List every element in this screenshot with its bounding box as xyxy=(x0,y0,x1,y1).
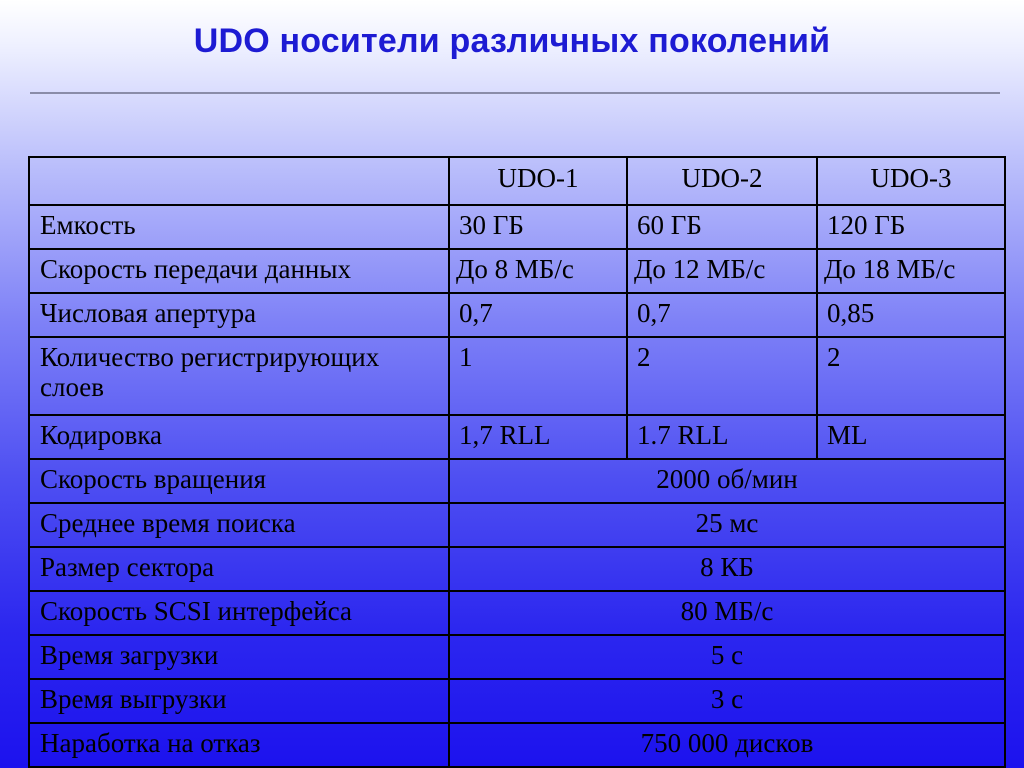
table-row-scsi-speed xyxy=(29,591,1005,635)
header-cell-udo-1: UDO-1 xyxy=(449,157,627,205)
row-label: Скорость передачи данных xyxy=(29,249,449,293)
table-row-rotation-speed xyxy=(29,459,1005,503)
merged-value-cell: 5 с xyxy=(449,635,1005,679)
cell-udo-2: 1.7 RLL xyxy=(627,415,817,459)
cell-udo-3: 2 xyxy=(817,337,1005,415)
header-cell-udo-2: UDO-2 xyxy=(627,157,817,205)
table-row-encoding xyxy=(29,415,1005,459)
row-label: Размер сектора xyxy=(29,547,449,591)
cell-udo-3: 120 ГБ xyxy=(817,205,1005,249)
row-label: Количество регистрирующих слоев xyxy=(29,337,449,415)
table-header-row xyxy=(29,157,1005,205)
cell-udo-3: 0,85 xyxy=(817,293,1005,337)
table-row-capacity xyxy=(29,205,1005,249)
merged-value-cell: 3 с xyxy=(449,679,1005,723)
merged-value-cell: 750 000 дисков xyxy=(449,723,1005,767)
cell-udo-1: 1,7 RLL xyxy=(449,415,627,459)
cell-udo-2: До 12 МБ/с xyxy=(627,249,817,293)
title-divider xyxy=(30,92,1000,94)
row-label: Время загрузки xyxy=(29,635,449,679)
merged-value-cell: 25 мс xyxy=(449,503,1005,547)
row-label: Скорость SCSI интерфейса xyxy=(29,591,449,635)
cell-udo-3: До 18 МБ/с xyxy=(817,249,1005,293)
cell-udo-1: До 8 МБ/с xyxy=(449,249,627,293)
header-cell-empty xyxy=(29,157,449,205)
slide-title: UDO носители различных поколений xyxy=(193,22,831,60)
table-row-mtbf xyxy=(29,723,1005,767)
row-label: Скорость вращения xyxy=(29,459,449,503)
table-row-seek-time xyxy=(29,503,1005,547)
row-label: Время выгрузки xyxy=(29,679,449,723)
header-cell-udo-3: UDO-3 xyxy=(817,157,1005,205)
table-row-transfer-rate xyxy=(29,249,1005,293)
row-label: Емкость xyxy=(29,205,449,249)
row-label: Кодировка xyxy=(29,415,449,459)
udo-spec-table xyxy=(28,156,1006,768)
cell-udo-2: 60 ГБ xyxy=(627,205,817,249)
cell-udo-2: 2 xyxy=(627,337,817,415)
cell-udo-1: 30 ГБ xyxy=(449,205,627,249)
table-row-numerical-aperture xyxy=(29,293,1005,337)
cell-udo-1: 1 xyxy=(449,337,627,415)
row-label: Наработка на отказ xyxy=(29,723,449,767)
table-row-unload-time xyxy=(29,679,1005,723)
row-label: Числовая апертура xyxy=(29,293,449,337)
table-row-layers xyxy=(29,337,1005,415)
cell-udo-3: ML xyxy=(817,415,1005,459)
merged-value-cell: 80 МБ/с xyxy=(449,591,1005,635)
merged-value-cell: 2000 об/мин xyxy=(449,459,1005,503)
cell-udo-1: 0,7 xyxy=(449,293,627,337)
cell-udo-2: 0,7 xyxy=(627,293,817,337)
table-row-sector-size xyxy=(29,547,1005,591)
table-row-load-time xyxy=(29,635,1005,679)
row-label: Среднее время поиска xyxy=(29,503,449,547)
merged-value-cell: 8 КБ xyxy=(449,547,1005,591)
